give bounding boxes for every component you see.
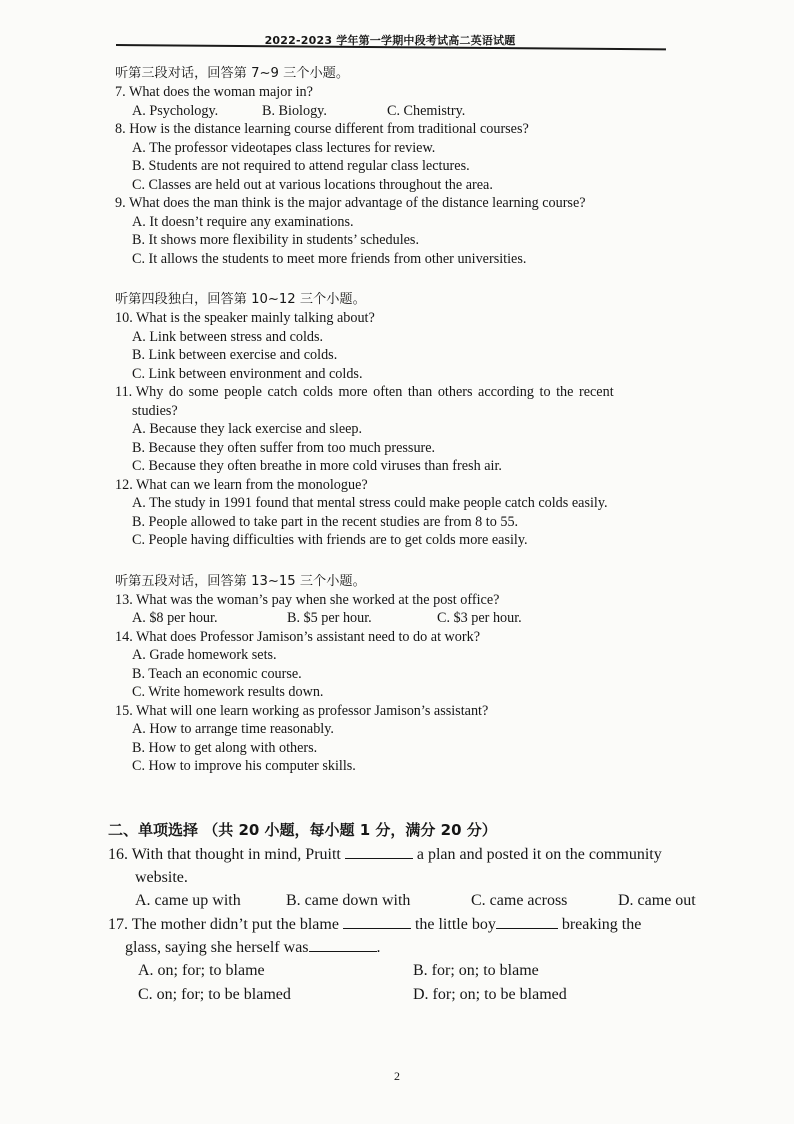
question-continuation: studies? xyxy=(132,402,178,419)
section-heading: 听第五段对话，回答第 13~15 三个小题。 xyxy=(115,573,366,589)
question-number: 11. xyxy=(115,384,133,400)
question-number: 7. xyxy=(115,84,126,100)
option-b[interactable]: B. It shows more flexibility in students’ schedules. xyxy=(132,232,419,248)
question-text: What does Professor Jamison’s assistant need to do at work? xyxy=(136,628,481,645)
option-b[interactable]: B. came down with xyxy=(286,892,411,909)
question-17-options-row-2 xyxy=(108,983,708,1007)
option-b[interactable]: B. Teach an economic course. xyxy=(132,665,302,682)
question-continuation: website. xyxy=(135,869,188,886)
option-b[interactable]: B. People allowed to take part in the recent studies are from 8 to 55. xyxy=(132,513,519,530)
option-b[interactable]: B. How to get along with others. xyxy=(132,739,318,756)
question-text: What can we learn from the monologue? xyxy=(136,476,368,493)
question-17-options-row-1 xyxy=(108,959,708,983)
option-c[interactable]: C. Because they often breathe in more cold viruses than fresh air. xyxy=(132,458,502,474)
section-four xyxy=(115,290,695,550)
answer-blank[interactable] xyxy=(345,844,413,859)
option-d[interactable]: D. for; on; to be blamed xyxy=(413,986,567,1003)
option-b[interactable]: B. for; on; to blame xyxy=(413,962,539,979)
option-a[interactable]: A. Because they lack exercise and sleep. xyxy=(132,421,363,437)
option-b[interactable]: B. $5 per hour. xyxy=(287,610,372,626)
answer-blank[interactable] xyxy=(496,914,558,929)
question-number: 9. xyxy=(115,195,126,211)
option-c[interactable]: C. Write homework results down. xyxy=(132,684,324,700)
answer-blank[interactable] xyxy=(309,937,377,952)
question-number: 8. xyxy=(115,121,126,137)
question-text: the little boy xyxy=(414,916,496,933)
question-15 xyxy=(115,702,695,721)
option-b[interactable]: B. Because they often suffer from too much pressure. xyxy=(132,439,436,456)
option-b[interactable]: B. Students are not required to attend regular class lectures. xyxy=(132,158,470,174)
question-text: What does the woman major in? xyxy=(128,84,313,100)
option-c[interactable]: C. came across xyxy=(471,892,568,909)
question-13 xyxy=(115,591,695,610)
question-text: How is the distance learning course different from traditional courses? xyxy=(129,121,529,137)
exam-header-title: 2022-2023 学年第一学期中段考试高二英语试题 xyxy=(264,34,516,47)
option-c[interactable]: C. People having difficulties with friends are to get colds more easily. xyxy=(132,532,528,548)
answer-blank[interactable] xyxy=(343,914,411,929)
question-text: a plan and posted it on the community xyxy=(416,846,662,863)
question-number: 10. xyxy=(115,310,133,326)
page-number: 2 xyxy=(394,1069,400,1083)
part-two-title: 二、单项选择 （共 20 小题，每小题 1 分，满分 20 分） xyxy=(108,821,497,839)
multiple-choice-part xyxy=(108,843,708,1007)
question-17 xyxy=(108,913,708,936)
section-heading: 听第四段独白，回答第 10~12 三个小题。 xyxy=(115,292,366,307)
question-7-options xyxy=(115,102,695,121)
option-c[interactable]: C. How to improve his computer skills. xyxy=(132,758,356,774)
question-number: 16. xyxy=(108,846,128,863)
option-c[interactable]: C. $3 per hour. xyxy=(437,610,522,626)
question-16 xyxy=(108,843,708,866)
option-a[interactable]: A. The professor videotapes class lectures for review. xyxy=(132,139,436,156)
question-number: 14. xyxy=(115,628,133,645)
question-text: What does the man think is the major advantage of the distance learning course? xyxy=(128,195,586,211)
question-text: With that thought in mind, Pruitt xyxy=(131,846,341,863)
option-a[interactable]: A. Grade homework sets. xyxy=(132,647,277,663)
option-c[interactable]: C. Link between environment and colds. xyxy=(132,365,363,382)
question-text: glass, saying she herself was xyxy=(125,939,309,956)
option-a[interactable]: A. How to arrange time reasonably. xyxy=(132,721,334,737)
section-three xyxy=(115,64,695,268)
option-d[interactable]: D. came out xyxy=(618,892,696,909)
question-11 xyxy=(115,383,695,402)
section-heading: 听第三段对话，回答第 7~9 三个小题。 xyxy=(115,66,350,81)
question-text: What is the speaker mainly talking about? xyxy=(136,310,375,326)
option-a[interactable]: A. $8 per hour. xyxy=(132,610,218,626)
question-number: 13. xyxy=(115,591,133,608)
question-text: What will one learn working as professor Jamison’s assistant? xyxy=(136,702,489,719)
option-a[interactable]: A. came up with xyxy=(135,892,241,909)
listening-part xyxy=(115,64,695,798)
option-c[interactable]: C. It allows the students to meet more friends from other universities. xyxy=(132,250,527,267)
question-text: What was the woman’s pay when she worked at the post office? xyxy=(136,591,500,608)
option-a[interactable]: A. Link between stress and colds. xyxy=(132,328,324,345)
question-7 xyxy=(115,83,695,102)
option-a[interactable]: A. The study in 1991 found that mental stress could make people catch colds easily. xyxy=(132,495,608,511)
question-number: 15. xyxy=(115,702,133,719)
question-8 xyxy=(115,120,695,139)
question-16-options xyxy=(108,889,708,913)
option-a[interactable]: A. Psychology. xyxy=(132,102,219,119)
question-10 xyxy=(115,309,695,328)
question-text: . xyxy=(376,939,381,956)
option-c[interactable]: C. Classes are held out at various locations throughout the area. xyxy=(132,176,493,193)
option-c[interactable]: C. on; for; to be blamed xyxy=(138,986,291,1003)
question-12 xyxy=(115,476,695,495)
option-c[interactable]: C. Chemistry. xyxy=(387,102,466,119)
section-five xyxy=(115,572,695,776)
option-a[interactable]: A. on; for; to blame xyxy=(138,962,265,979)
option-b[interactable]: B. Biology. xyxy=(262,102,327,119)
question-number: 17. xyxy=(108,916,128,933)
question-number: 12. xyxy=(115,476,133,493)
question-text: The mother didn’t put the blame xyxy=(131,916,339,933)
question-9 xyxy=(115,194,695,213)
question-text: breaking the xyxy=(561,916,642,933)
option-b[interactable]: B. Link between exercise and colds. xyxy=(132,347,338,363)
question-14 xyxy=(115,628,695,647)
question-17-line-2 xyxy=(108,936,708,959)
question-text: Why do some people catch colds more often than others according to the recent xyxy=(135,384,614,400)
question-13-options xyxy=(115,609,695,628)
option-a[interactable]: A. It doesn’t require any examinations. xyxy=(132,213,354,230)
